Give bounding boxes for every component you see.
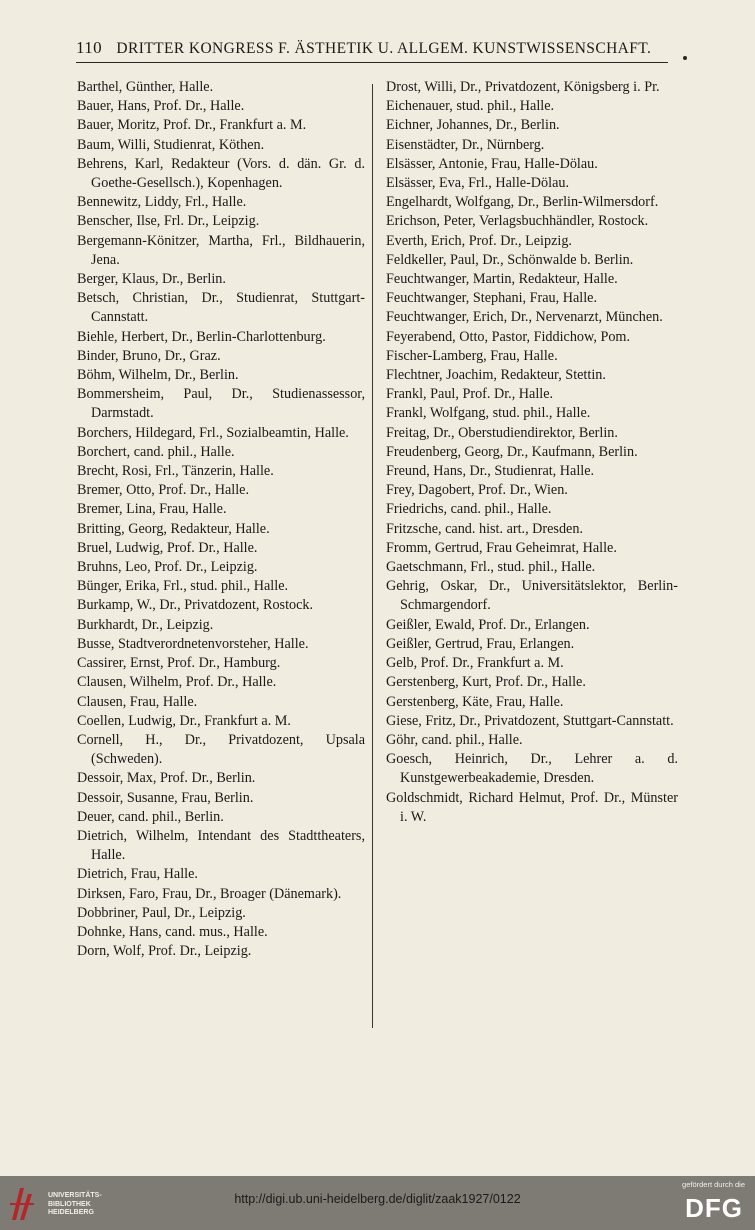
page-number: 110 — [76, 38, 103, 57]
member-entry: Feyerabend, Otto, Pastor, Fiddichow, Pom. — [386, 328, 631, 345]
member-entry: Bauer, Hans, Prof. Dr., Halle. — [77, 98, 245, 115]
member-entry: Eichner, Johannes, Dr., Berlin. — [386, 117, 560, 134]
member-entry: Biehle, Herbert, Dr., Berlin-Charlottenburg. — [77, 328, 326, 345]
member-entry: Dessoir, Susanne, Frau, Berlin. — [77, 789, 254, 806]
member-entry: Baum, Willi, Studienrat, Köthen. — [77, 136, 265, 153]
member-entry: Cassirer, Ernst, Prof. Dr., Hamburg. — [77, 655, 281, 672]
member-entry: Fischer-Lamberg, Frau, Halle. — [386, 347, 558, 364]
member-entry: Bergemann-Könitzer, Martha, Frl., Bildhauerin, Jena. — [77, 232, 365, 268]
member-entry: Feldkeller, Paul, Dr., Schönwalde b. Berlin. — [386, 251, 634, 268]
member-entry: Betsch, Christian, Dr., Studienrat, Stuttgart-Cannstatt. — [77, 290, 365, 326]
member-entry: Dessoir, Max, Prof. Dr., Berlin. — [77, 770, 256, 787]
digitization-footer — [0, 1176, 755, 1230]
member-entry: Geißler, Gertrud, Frau, Erlangen. — [386, 635, 575, 652]
member-entry: Burkamp, W., Dr., Privatdozent, Rostock. — [77, 597, 314, 614]
member-entry: Britting, Georg, Redakteur, Halle. — [77, 520, 270, 537]
member-entry: Freund, Hans, Dr., Studienrat, Halle. — [386, 463, 595, 480]
member-entry: Dietrich, Frau, Halle. — [77, 866, 198, 883]
member-entry: Burkhardt, Dr., Leipzig. — [77, 616, 214, 633]
member-entry: Goldschmidt, Richard Helmut, Prof. Dr., Münster i. W. — [386, 789, 678, 825]
column-divider — [372, 84, 373, 1028]
member-entry: Clausen, Wilhelm, Prof. Dr., Halle. — [77, 674, 277, 691]
member-entry: Bruhns, Leo, Prof. Dr., Leipzig. — [77, 559, 258, 576]
member-entry: Gelb, Prof. Dr., Frankfurt a. M. — [386, 655, 564, 672]
member-entry: Dohnke, Hans, cand. mus., Halle. — [77, 923, 268, 940]
left-member-column — [77, 78, 365, 961]
member-entry: Elsässer, Eva, Frl., Halle-Dölau. — [386, 175, 570, 192]
member-entry: Fritzsche, cand. hist. art., Dresden. — [386, 520, 583, 537]
member-entry: Gerstenberg, Kurt, Prof. Dr., Halle. — [386, 674, 586, 691]
member-entry: Clausen, Frau, Halle. — [77, 693, 198, 710]
member-entry: Bauer, Moritz, Prof. Dr., Frankfurt a. M. — [77, 117, 307, 134]
page-url-link[interactable]: http://digi.ub.uni-heidelberg.de/diglit/zaak1927/0122 — [234, 1192, 521, 1206]
member-entry: Feuchtwanger, Martin, Redakteur, Halle. — [386, 271, 618, 288]
member-entry: Coellen, Ludwig, Dr., Frankfurt a. M. — [77, 712, 291, 729]
member-entry: Bennewitz, Liddy, Frl., Halle. — [77, 194, 247, 211]
member-entry: Cornell, H., Dr., Privatdozent, Upsala (Schweden). — [77, 731, 365, 768]
member-entry: Dietrich, Wilhelm, Intendant des Stadttheaters, Halle. — [77, 827, 365, 864]
member-entry: Borchert, cand. phil., Halle. — [77, 443, 235, 460]
member-entry: Flechtner, Joachim, Redakteur, Stettin. — [386, 367, 606, 384]
member-entry: Erichson, Peter, Verlagsbuchhändler, Rostock. — [386, 213, 649, 230]
member-entry: Gerstenberg, Käte, Frau, Halle. — [386, 693, 564, 710]
member-entry: Fromm, Gertrud, Frau Geheimrat, Halle. — [386, 539, 617, 556]
member-entry: Borchers, Hildegard, Frl., Sozialbeamtin, Halle. — [77, 424, 349, 441]
member-entry: Engelhardt, Wolfgang, Dr., Berlin-Wilmersdorf. — [386, 194, 659, 211]
member-entry: Bremer, Lina, Frau, Halle. — [77, 501, 227, 518]
member-entry: Frankl, Wolfgang, stud. phil., Halle. — [386, 405, 591, 422]
member-entry: Eichenauer, stud. phil., Halle. — [386, 98, 555, 115]
member-entry: Frey, Dagobert, Prof. Dr., Wien. — [386, 482, 568, 499]
member-entry: Dorn, Wolf, Prof. Dr., Leipzig. — [77, 943, 252, 960]
member-entry: Drost, Willi, Dr., Privatdozent, Königsberg i. Pr. — [386, 79, 660, 95]
member-entry: Böhm, Wilhelm, Dr., Berlin. — [77, 367, 239, 384]
right-member-column — [386, 78, 678, 827]
member-entry: Giese, Fritz, Dr., Privatdozent, Stuttgart-Cannstatt. — [386, 712, 674, 729]
sponsor-caption: gefördert durch die — [682, 1180, 745, 1189]
member-entry: Frankl, Paul, Prof. Dr., Halle. — [386, 386, 554, 403]
member-entry: Deuer, cand. phil., Berlin. — [77, 808, 224, 825]
member-entry: Friedrichs, cand. phil., Halle. — [386, 501, 552, 518]
running-header — [76, 38, 696, 58]
member-entry: Dirksen, Faro, Frau, Dr., Broager (Dänemark). — [77, 885, 342, 902]
library-name: UNIVERSITÄTS- BIBLIOTHEK HEIDELBERG — [48, 1192, 102, 1216]
member-entry: Feuchtwanger, Stephani, Frau, Halle. — [386, 290, 598, 307]
dfg-logo[interactable]: DFG — [685, 1193, 743, 1223]
page-mark-dot — [683, 56, 687, 60]
member-entry: Elsässer, Antonie, Frau, Halle-Dölau. — [386, 155, 598, 172]
member-entry: Gaetschmann, Frl., stud. phil., Halle. — [386, 559, 596, 576]
running-title: DRITTER KONGRESS F. ÄSTHETIK U. ALLGEM. KUNSTWISSENSCHAFT. — [116, 40, 652, 57]
member-entry: Benscher, Ilse, Frl. Dr., Leipzig. — [77, 213, 260, 230]
member-entry: Bruel, Ludwig, Prof. Dr., Halle. — [77, 539, 258, 556]
member-entry: Dobbriner, Paul, Dr., Leipzig. — [77, 904, 246, 921]
member-entry: Busse, Stadtverordnetenvorsteher, Halle. — [77, 635, 309, 652]
member-entry: Binder, Bruno, Dr., Graz. — [77, 347, 221, 364]
member-entry: Bünger, Erika, Frl., stud. phil., Halle. — [77, 578, 289, 595]
member-entry: Feuchtwanger, Erich, Dr., Nervenarzt, München. — [386, 309, 663, 326]
member-entry: Bremer, Otto, Prof. Dr., Halle. — [77, 482, 250, 499]
member-entry: Geißler, Ewald, Prof. Dr., Erlangen. — [386, 616, 590, 633]
header-rule — [76, 62, 668, 63]
member-entry: Brecht, Rosi, Frl., Tänzerin, Halle. — [77, 463, 274, 480]
member-entry: Everth, Erich, Prof. Dr., Leipzig. — [386, 232, 572, 249]
member-entry: Behrens, Karl, Redakteur (Vors. d. dän. Gr. d. Goethe-Gesellsch.), Kopenhagen. — [77, 155, 365, 192]
member-entry: Gehrig, Oskar, Dr., Universitätslektor, Berlin-Schmargendorf. — [386, 578, 678, 614]
member-entry: Bommersheim, Paul, Dr., Studienassessor, Darmstadt. — [77, 386, 365, 422]
member-entry: Freudenberg, Georg, Dr., Kaufmann, Berlin. — [386, 443, 638, 460]
member-entry: Goesch, Heinrich, Dr., Lehrer a. d. Kunstgewerbeakademie, Dresden. — [386, 751, 678, 787]
member-entry: Freitag, Dr., Oberstudiendirektor, Berlin. — [386, 424, 618, 441]
member-entry: Barthel, Günther, Halle. — [77, 79, 214, 95]
member-entry: Berger, Klaus, Dr., Berlin. — [77, 271, 226, 288]
member-entry: Eisenstädter, Dr., Nürnberg. — [386, 136, 545, 153]
member-entry: Göhr, cand. phil., Halle. — [386, 731, 523, 748]
